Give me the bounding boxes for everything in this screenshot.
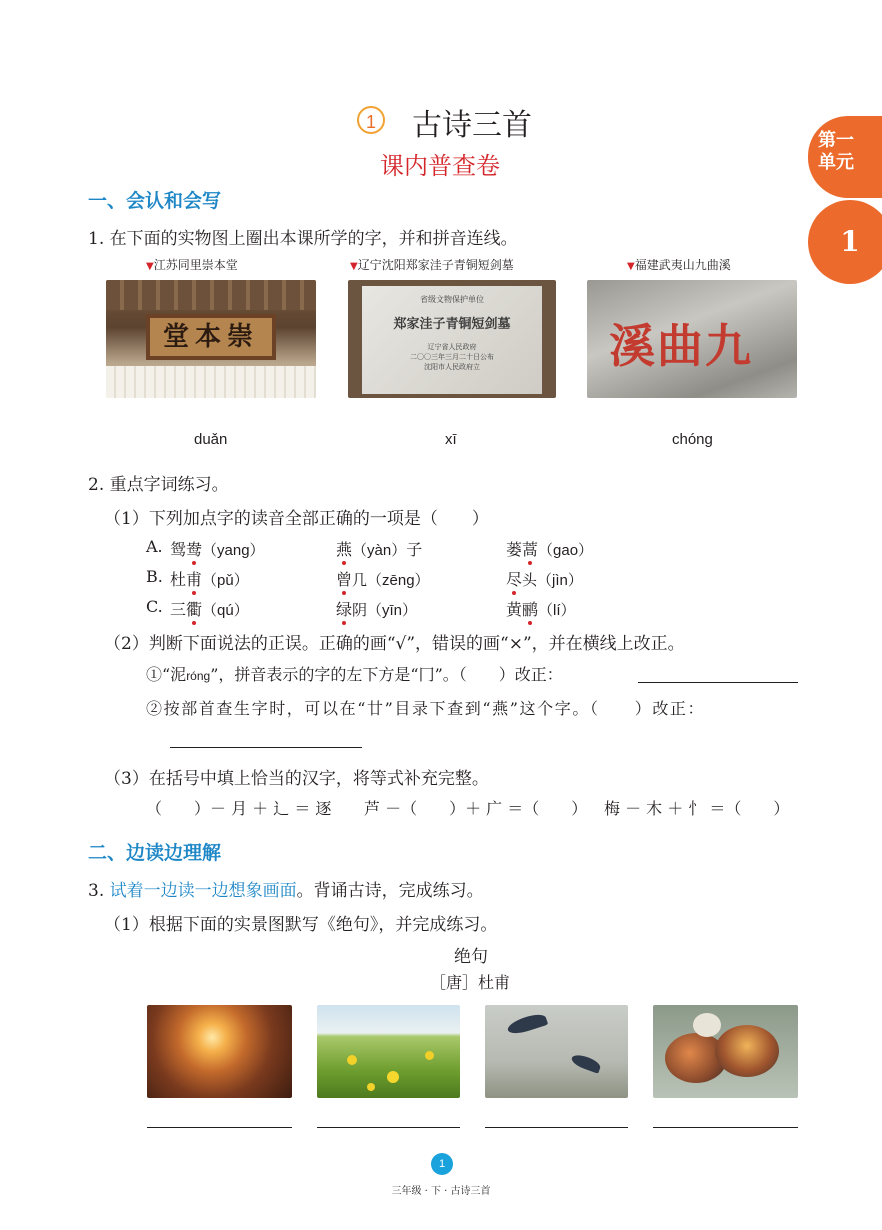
poem-author: ［唐］杜甫 bbox=[430, 973, 511, 992]
unit-tab-line-2: 单元 bbox=[818, 152, 854, 173]
poem-answer-line-4[interactable] bbox=[653, 1127, 798, 1128]
page-title: 古诗三首 bbox=[412, 108, 532, 143]
lesson-number-badge: 1 bbox=[357, 106, 385, 134]
question-1-text: 1. 在下面的实物图上圈出本课所学的字，并和拼音连线。 bbox=[88, 229, 518, 249]
stone-small-text: 沈阳市人民政府立 bbox=[424, 363, 480, 371]
answer-line-1[interactable] bbox=[638, 682, 798, 683]
option-a-item-2: 燕（yàn）子 bbox=[336, 540, 423, 559]
equation-1: （ ）－ 月 ＋ 辶 ＝ 逐 bbox=[146, 799, 332, 818]
question-2-1-text: （1）下列加点字的读音全部正确的一项是（ ） bbox=[104, 509, 489, 529]
option-c-item-1: 三衢（qú） bbox=[170, 600, 249, 619]
stone-small-text: 二〇〇三年三月二十日公布 bbox=[410, 353, 494, 361]
photo-chongben-hall bbox=[106, 280, 316, 398]
option-b-item-1: 杜甫（pǔ） bbox=[170, 570, 249, 589]
triangle-marker-icon: ▼ bbox=[146, 261, 154, 272]
photo-swallows bbox=[485, 1005, 628, 1098]
option-c-label: C. bbox=[146, 597, 163, 616]
poem-answer-line-2[interactable] bbox=[317, 1127, 460, 1128]
photo-caption-2: ▼辽宁沈阳郑家洼子青铜短剑墓 bbox=[350, 258, 514, 272]
option-b-item-3: 尽头（jìn） bbox=[506, 570, 583, 589]
photo-bronze-sword-tomb bbox=[348, 280, 556, 398]
equation-2: 芦 －（ ）＋ 广 ＝（ ） bbox=[364, 799, 588, 818]
option-b-item-2: 曾几（zēng） bbox=[336, 570, 430, 589]
page-footer: 三年级 · 下 · 古诗三首 bbox=[391, 1186, 491, 1197]
photo-mandarin-ducks bbox=[653, 1005, 798, 1098]
page-number-badge: 1 bbox=[431, 1153, 453, 1175]
stone-small-text: 辽宁省人民政府 bbox=[427, 343, 477, 351]
photo-caption-1: ▼江苏同里崇本堂 bbox=[146, 258, 238, 272]
poem-answer-line-1[interactable] bbox=[147, 1127, 292, 1128]
photo-nine-bend-stream bbox=[587, 280, 797, 398]
unit-tab-line-1: 第一 bbox=[818, 130, 854, 151]
question-3-text: 3. 试着一边读一边想象画面。背诵古诗，完成练习。 bbox=[88, 881, 484, 901]
equation-3: 梅 － 木 ＋ 忄 ＝（ ） bbox=[604, 799, 790, 818]
triangle-marker-icon: ▼ bbox=[627, 261, 635, 272]
question-2-2-text: （2）判断下面说法的正误。正确的画“√”，错误的画“×”，并在横线上改正。 bbox=[104, 634, 685, 654]
poem-answer-line-3[interactable] bbox=[485, 1127, 628, 1128]
option-a-item-3: 蒌蒿（gao） bbox=[506, 540, 594, 559]
section-heading-2: 二、边读边理解 bbox=[88, 842, 222, 864]
question-3-1-text: （1）根据下面的实景图默写《绝句》，并完成练习。 bbox=[104, 915, 498, 935]
unit-number-badge: 1 bbox=[808, 200, 882, 284]
pinyin-option: duǎn bbox=[194, 431, 228, 448]
answer-line-2[interactable] bbox=[170, 747, 362, 748]
rock-carving-text: 溪曲九 bbox=[609, 319, 753, 373]
option-a-label: A. bbox=[146, 537, 163, 556]
plaque-sign: 堂本崇 bbox=[146, 314, 276, 360]
option-a-item-1: 鸳鸯（yang） bbox=[170, 540, 265, 559]
question-3-highlight: 试着一边读一边想象画面 bbox=[109, 881, 297, 901]
photo-sunset-mountains bbox=[147, 1005, 292, 1098]
statement-1: ①“泥róng”，拼音表示的字的左下方是“冂”。（ ）改正： bbox=[146, 665, 563, 684]
poem-title: 绝句 bbox=[454, 947, 488, 967]
option-c-item-2: 绿阴（yīn） bbox=[336, 600, 418, 619]
question-2-text: 2. 重点字词练习。 bbox=[88, 475, 229, 495]
photo-meadow-flowers bbox=[317, 1005, 460, 1098]
photo-caption-3: ▼福建武夷山九曲溪 bbox=[627, 258, 731, 272]
stone-top-text: 省级文物保护单位 bbox=[420, 295, 484, 304]
pinyin-option: xī bbox=[445, 431, 457, 448]
stone-main-text: 郑家洼子青铜短剑墓 bbox=[393, 317, 511, 332]
section-heading-1: 一、会认和会写 bbox=[88, 190, 222, 212]
option-c-item-3: 黄鹂（lí） bbox=[506, 600, 576, 619]
page-subtitle: 课内普查卷 bbox=[380, 152, 500, 180]
option-b-label: B. bbox=[146, 567, 163, 586]
unit-tab bbox=[808, 116, 882, 198]
pinyin-option: chóng bbox=[672, 431, 713, 448]
statement-2: ②按部首查生字时，可以在“廿”目录下查到“燕”这个字。（ ）改正： bbox=[146, 699, 706, 718]
triangle-marker-icon: ▼ bbox=[350, 261, 358, 272]
question-2-3-text: （3）在括号中填上恰当的汉字，将等式补充完整。 bbox=[104, 769, 489, 789]
